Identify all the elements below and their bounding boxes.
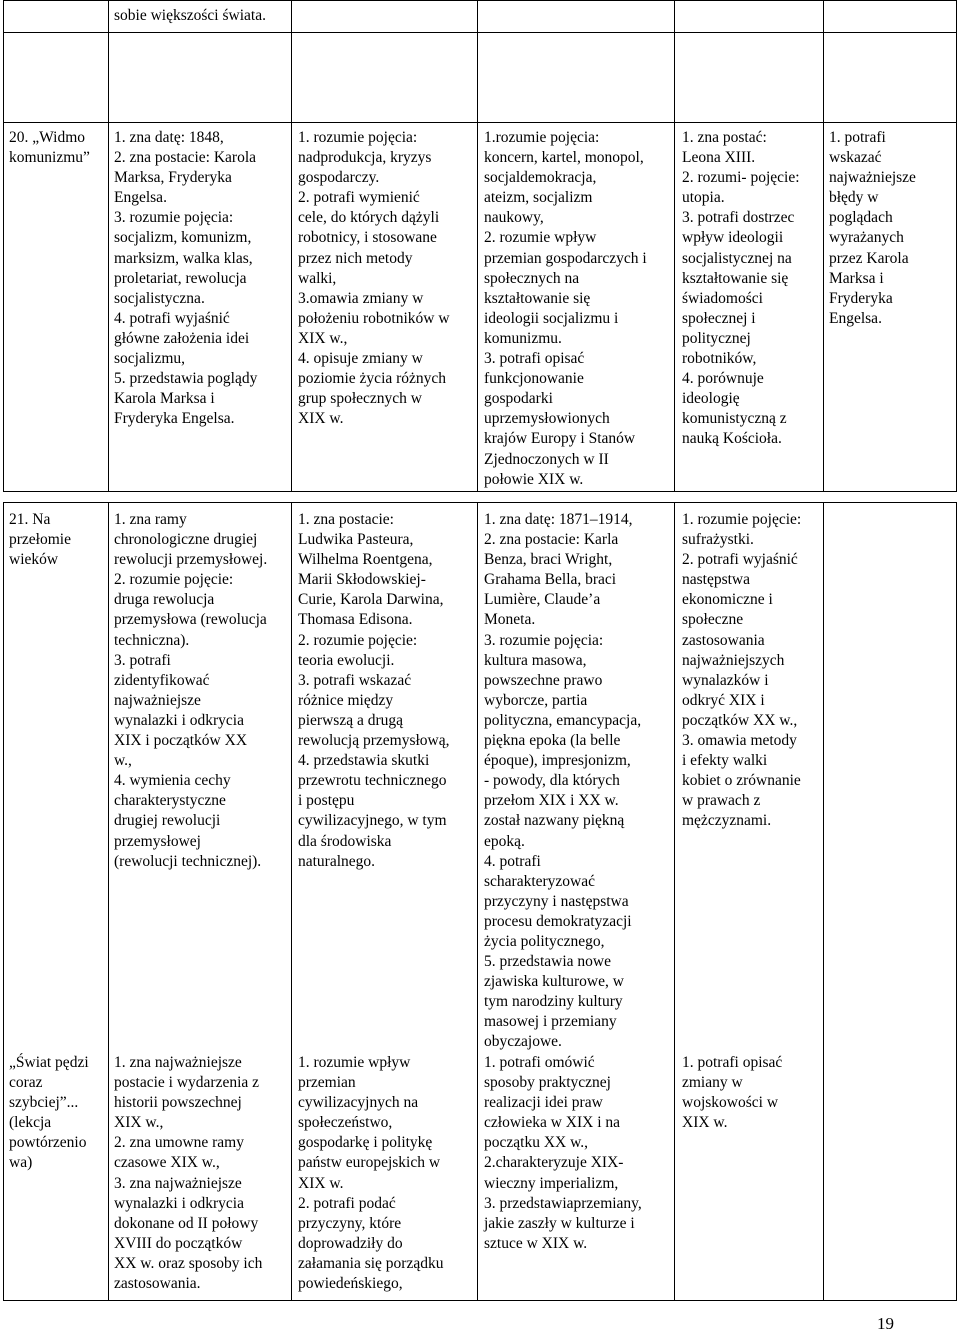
table-border <box>956 0 957 492</box>
table-border <box>674 0 675 492</box>
requirements-cell: 1. zna ramy chronologiczne drugiej rewolucji przemysłowej. 2. rozumie pojęcie: druga rewolucja przemysłowa (rewolucja techniczna). 3. potrafi zidentyfikować najważniejsze wynalazki i odkrycia XIX i początków XX w., 4. wymienia cechy charakterystyczne drugiej rewolucji przemysłowej (rewolucji technicznej). <box>114 511 268 870</box>
table-border <box>956 502 957 1301</box>
requirements-cell: 1. rozumie pojęcia: nadprodukcja, kryzys gospodarczy. 2. potrafi wymienić cele, do których dążyli robotnicy, i stosowane przez nich metody walki, 3.omawia zmiany w położeniu robotników w XIX w., 4. opisuje zmiany w poziomie życia różnych grup społecznych w XIX w. <box>298 129 450 428</box>
requirements-cell: 1. potrafi opisać zmiany w wojskowości w XIX w. <box>682 1054 783 1132</box>
table-border <box>823 502 824 1301</box>
requirements-cell: 1. rozumie wpływ przemian cywilizacyjnych na społeczeństwo, gospodarkę i politykę państw europejskich w XIX w. 2. potrafi podać przyczyny, które doprowadziły do załamania się porządku powiedeńskiego, <box>298 1054 444 1293</box>
table-border <box>3 122 956 123</box>
table-border <box>3 1300 956 1301</box>
lesson-title-cell: „Świat pędzi coraz szybciej”... (lekcja powtórzenio wa) <box>9 1054 89 1172</box>
requirements-cell: 1. rozumie pojęcie: sufrażystki. 2. potrafi wyjaśnić następstwa ekonomiczne i społeczne zastosowania najważniejszych wynalazków i odkryć XIX i początków XX w., 3. omawia metody i efekty walki kobiet o zrównanie w prawach z mężczyznami. <box>682 511 802 830</box>
table-border <box>108 0 109 492</box>
requirements-cell: 1. potrafi wskazać najważniejsze błędy w poglądach wyrażanych przez Karola Marksa i Fryderyka Engelsa. <box>829 129 916 327</box>
table-border <box>291 502 292 1301</box>
table-border <box>3 502 4 1301</box>
table-border <box>477 0 478 492</box>
table-border <box>108 502 109 1301</box>
table-border <box>3 0 956 1</box>
table-cell-continued: sobie większości świata. <box>114 7 266 24</box>
requirements-cell: 1. potrafi omówić sposoby praktycznej realizacji idei praw człowieka w XIX i na początku XX w., 2.charakteryzuje XIX- wieczny imperializm, 3. przedstawiaprzemiany, jakie zaszły w kulturze i sztuce w XIX w. <box>484 1054 642 1252</box>
page-number: 19 <box>877 1314 894 1333</box>
requirements-cell: 1. zna postać: Leona XIII. 2. rozumi- pojęcie: utopia. 3. potrafi dostrzec wpływ ideologii socjalistycznej na kształtowanie się świadomości społecznej i politycznej robotników, 4. porównuje ideologię komunistyczną z nauką Kościoła. <box>682 129 800 448</box>
table-border <box>291 0 292 492</box>
lesson-title-cell: 21. Na przełomie wieków <box>9 511 71 569</box>
requirements-cell: 1. zna najważniejsze postacie i wydarzenia z historii powszechnej XIX w., 2. zna umowne ramy czasowe XIX w., 3. zna najważniejsze wynalazki i odkrycia dokonane od II połowy XVIII do początków XX w. oraz sposoby ich zastosowania. <box>114 1054 263 1293</box>
table-border <box>823 0 824 492</box>
table-border <box>3 32 956 33</box>
requirements-cell: 1.rozumie pojęcia: koncern, kartel, monopol, socjaldemokracja, ateizm, socjalizm naukowy, 2. rozumie wpływ przemian gospodarczych i społecznych na kształtowanie się ideologii socjalizmu i komunizmu. 3. potrafi opisać funkcjonowanie gospodarki uprzemysłowionych krajów Europy i Stanów Zjednoczonych w II połowie XIX w. <box>484 129 647 488</box>
lesson-title-cell: 20. „Widmo komunizmu” <box>9 129 90 167</box>
table-border <box>3 502 956 503</box>
requirements-cell: 1. zna datę: 1871–1914, 2. zna postacie: Karla Benza, braci Wright, Grahama Bella, braci Lumière, Claude’a Moneta. 3. rozumie pojęcia: kultura masowa, powszechne prawo wyborcze, partia polityczna, emancypacja, piękna epoka (la belle époque), impresjonizm, - powody, dla których przełom XIX i XX w. został nazwany piękną epoką. 4. potrafi scharakteryzować przyczyny i następstwa procesu demokratyzacji życia politycznego, 5. przedstawia nowe zjawiska kulturowe, w tym narodziny kultury masowej i przemiany obyczajowe. <box>484 511 642 1051</box>
table-border <box>477 502 478 1301</box>
table-border <box>3 0 4 492</box>
requirements-cell: 1. zna postacie: Ludwika Pasteura, Wilhelma Roentgena, Marii Skłodowskiej- Curie, Karola Darwina, Thomasa Edisona. 2. rozumie pojęcie: teoria ewolucji. 3. potrafi wskazać różnice między pierwszą a drugą rewolucją przemysłową, 4. przedstawia skutki przewrotu technicznego i postępu cywilizacyjnego, w tym dla środowiska naturalnego. <box>298 511 450 870</box>
table-border <box>674 502 675 1301</box>
requirements-cell: 1. zna datę: 1848, 2. zna postacie: Karola Marksa, Fryderyka Engelsa. 3. rozumie pojęcia: socjalizm, komunizm, marksizm, walka klas, proletariat, rewolucja socjalistyczna. 4. potrafi wyjaśnić główne założenia idei socjalizmu, 5. przedstawia poglądy Karola Marksa i Fryderyka Engelsa. <box>114 129 258 428</box>
table-border <box>3 491 956 492</box>
